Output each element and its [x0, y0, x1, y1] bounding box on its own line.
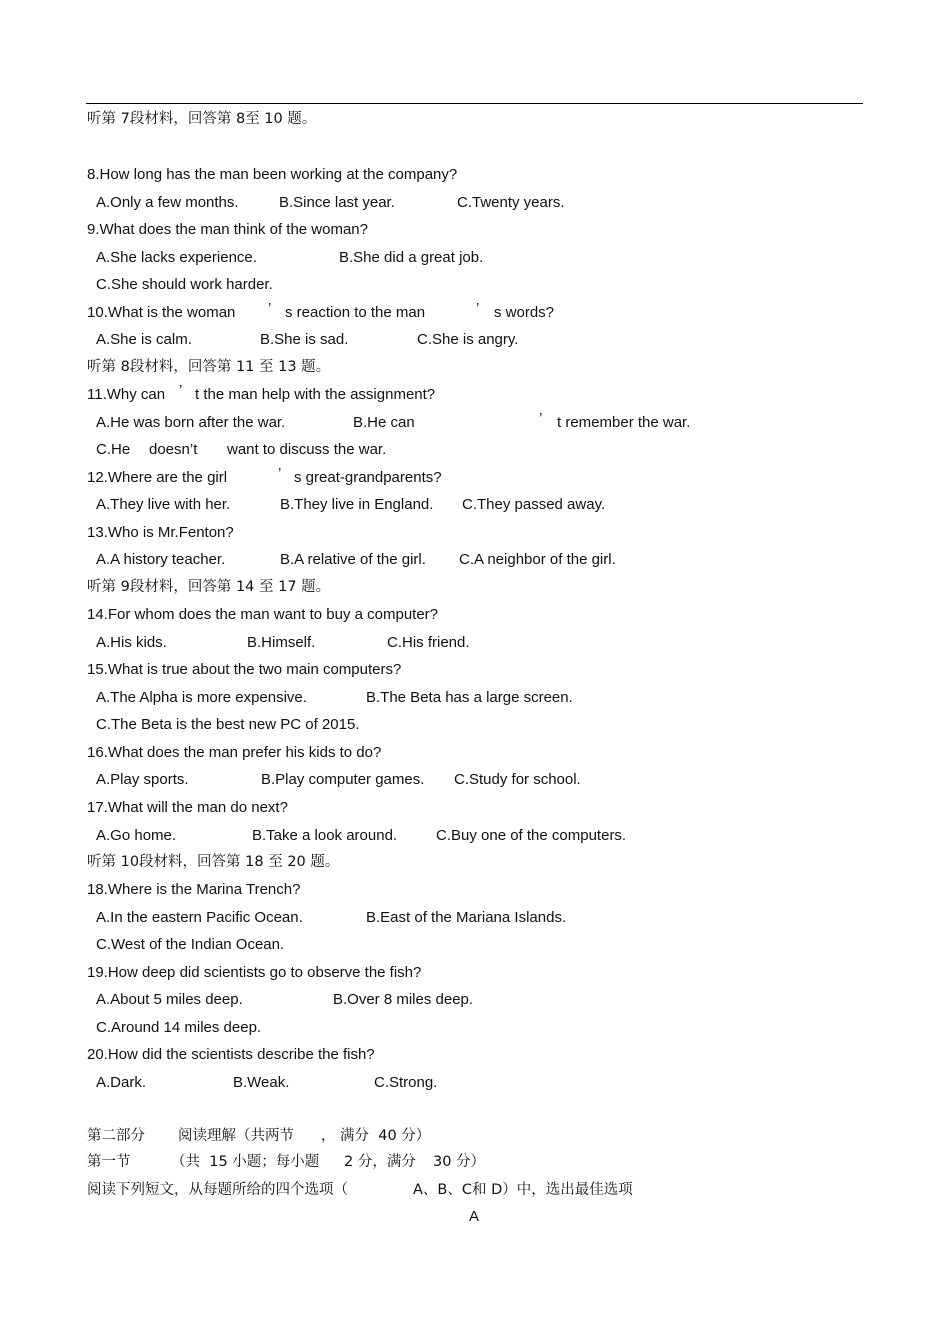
question-stem: 20.How did the scientists describe the fish?: [87, 1046, 375, 1063]
question-stem-part: 10.What is the woman: [87, 304, 236, 321]
part-title: 满分 40 分）: [340, 1128, 431, 1144]
question-stem: 15.What is true about the two main computers?: [87, 661, 402, 678]
question-stem-part: t the man help with the assignment?: [195, 386, 436, 403]
option-a: A.They live with her.: [96, 496, 231, 513]
option-a: A.Only a few months.: [96, 194, 239, 211]
apostrophe: ’: [278, 465, 282, 482]
question-stem: 17.What will the man do next?: [87, 799, 288, 816]
option-b: B.Himself.: [247, 634, 316, 651]
option-c: C.His friend.: [387, 634, 470, 651]
apostrophe: ’: [476, 300, 480, 317]
option-b: B.They live in England.: [280, 496, 434, 513]
option-c: C.They passed away.: [462, 496, 606, 513]
question-stem-part: s words?: [494, 304, 555, 321]
option-b-part: B.He can: [353, 414, 415, 431]
option-c: C.Strong.: [374, 1074, 438, 1091]
option-a: A.Play sports.: [96, 771, 189, 788]
question-stem: 14.For whom does the man want to buy a computer?: [87, 606, 439, 623]
section-header: 听第 9段材料，回答第 14 至 17 题。: [87, 579, 331, 595]
option-c-part: want to discuss the war.: [227, 441, 387, 458]
part-title: 第二部分: [87, 1128, 145, 1144]
option-b-part: t remember the war.: [557, 414, 691, 431]
option-b: B.The Beta has a large screen.: [366, 689, 573, 706]
passage-label: A: [469, 1208, 480, 1225]
question-stem: 8.How long has the man been working at the company?: [87, 166, 458, 183]
question-stem-part: s great-grandparents?: [294, 469, 442, 486]
option-c: C.Twenty years.: [457, 194, 565, 211]
option-b: B.Play computer games.: [261, 771, 425, 788]
option-c: C.The Beta is the best new PC of 2015.: [96, 716, 360, 733]
option-a: A.He was born after the war.: [96, 414, 286, 431]
question-stem: 13.Who is Mr.Fenton?: [87, 524, 234, 541]
option-a: A.She lacks experience.: [96, 249, 257, 266]
option-a: A.A history teacher.: [96, 551, 226, 568]
option-c-part: doesn’t: [149, 441, 198, 458]
question-stem-part: 11.Why can: [87, 386, 166, 403]
header-rule: [86, 103, 863, 104]
option-c: C.She should work harder.: [96, 276, 273, 293]
section-title: 2 分，满分: [344, 1154, 416, 1170]
option-a: A.Go home.: [96, 827, 177, 844]
question-stem: 9.What does the man think of the woman?: [87, 221, 368, 238]
option-c: C.Study for school.: [454, 771, 581, 788]
section-title: （共 15 小题；每小题: [171, 1154, 320, 1170]
instruction: 阅读下列短文，从每题所给的四个选项（: [87, 1182, 348, 1198]
option-a: A.Dark.: [96, 1074, 147, 1091]
question-stem: 16.What does the man prefer his kids to do?: [87, 744, 382, 761]
option-c: C.Around 14 miles deep.: [96, 1019, 262, 1036]
part-title: 阅读理解（共两节: [178, 1128, 294, 1144]
option-a: A.His kids.: [96, 634, 167, 651]
option-b: B.Take a look around.: [252, 827, 398, 844]
option-b: B.She did a great job.: [339, 249, 484, 266]
section-header: 听第 8段材料，回答第 11 至 13 题。: [87, 359, 331, 375]
option-c: C.West of the Indian Ocean.: [96, 936, 285, 953]
section-header: 听第 10段材料，回答第 18 至 20 题。: [87, 854, 340, 870]
apostrophe: ’: [179, 382, 183, 399]
option-b: B.A relative of the girl.: [280, 551, 426, 568]
option-a: A.About 5 miles deep.: [96, 991, 243, 1008]
option-a: A.She is calm.: [96, 331, 192, 348]
part-title: ，: [321, 1128, 336, 1144]
option-c: C.Buy one of the computers.: [436, 827, 627, 844]
question-stem-part: 12.Where are the girl: [87, 469, 228, 486]
option-b: B.Since last year.: [279, 194, 395, 211]
instruction: A、B、C和 D）中，选出最佳选项: [413, 1182, 633, 1198]
section-title: 30 分）: [433, 1154, 486, 1170]
apostrophe: ’: [268, 300, 272, 317]
option-b: B.Weak.: [233, 1074, 290, 1091]
option-b: B.She is sad.: [260, 331, 349, 348]
option-c-part: C.He: [96, 441, 131, 458]
section-title: 第一节: [87, 1154, 131, 1170]
option-a: A.In the eastern Pacific Ocean.: [96, 909, 303, 926]
option-c: C.She is angry.: [417, 331, 519, 348]
question-stem-part: s reaction to the man: [285, 304, 426, 321]
question-stem: 18.Where is the Marina Trench?: [87, 881, 301, 898]
option-b: B.Over 8 miles deep.: [333, 991, 474, 1008]
apostrophe: ’: [539, 410, 543, 427]
section-header: 听第 7段材料，回答第 8至 10 题。: [87, 111, 317, 127]
option-b: B.East of the Mariana Islands.: [366, 909, 567, 926]
question-stem: 19.How deep did scientists go to observe the fish?: [87, 964, 422, 981]
option-c: C.A neighbor of the girl.: [459, 551, 616, 568]
option-a: A.The Alpha is more expensive.: [96, 689, 307, 706]
